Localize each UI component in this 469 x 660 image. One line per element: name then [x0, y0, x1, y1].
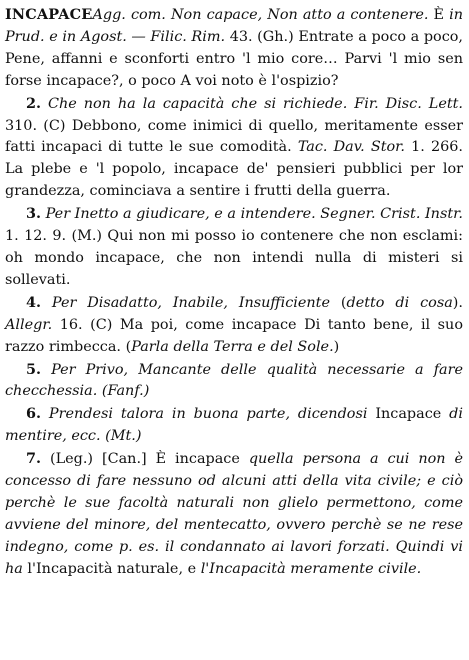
sense-number: 2. [26, 94, 42, 112]
sense-number: 4. [26, 293, 42, 311]
sense-4: 4. Per Disadatto, Inabile, Insufficiente (detto di cosa). Allegr. 16. (C) Ma poi, come incapace Di tanto bene, il suo razzo rimbecca. (Parla della Terra e del Sole.) [5, 293, 463, 355]
sense-number: 5. [26, 360, 42, 378]
sense-2: 2. Che non ha la capacità che si richiede. Fir. Disc. Lett. 310. (C) Debbono, come inimici di quello, meritamente esser fatti incapaci di tutte le sue comodità. Tac. Dav. Stor. 1. 266. La plebe e 'l popolo, incapace de' pensieri pubblici per lor grandezza, cominciava a sentire i frutti della guerra. [5, 94, 463, 200]
sense-number: 6. [26, 405, 42, 423]
entry-headword: INCAPACE [5, 6, 93, 23]
sense-6: 6. Prendesi talora in buona parte, dicendosi Incapace di mentire, ecc. (Mt.) [5, 405, 463, 445]
sense-3: 3. Per Inetto a giudicare, e a intendere. Segner. Crist. Instr. 1. 12. 9. (M.) Qui non mi posso io contenere che non esclami: oh mondo incapace, che non intendi nulla di misteri si sollevati. [5, 205, 463, 288]
sense-number: 7. [26, 450, 42, 468]
entry-definition: INCAPACEAgg. com. Non capace, Non atto a contenere. È in Prud. e in Agost. — Filic. Rim. 43. (Gh.) Entrate a poco a poco, Pene, affanni e sconforti entro 'l mio core… Parvi 'l mio sen forse incapace?, o poco A voi noto è l'ospizio? [5, 6, 463, 89]
sense-7: 7. (Leg.) [Can.] È incapace quella persona a cui non è concesso di fare nessuno od alcuni atti della vita civile; e ciò perchè le sue facoltà naturali non glielo permettono, come avviene del minore, del mentecatto, ovvero perchè se ne rese indegno, come p. es. il condannato ai lavori forzati. Quindi vi ha l'Incapacità naturale, e l'Incapacità meramente civile. [5, 450, 463, 577]
sense-5: 5. Per Privo, Mancante delle qualità necessarie a fare checchessia. (Fanf.) [5, 360, 463, 400]
sense-number: 3. [26, 205, 42, 223]
